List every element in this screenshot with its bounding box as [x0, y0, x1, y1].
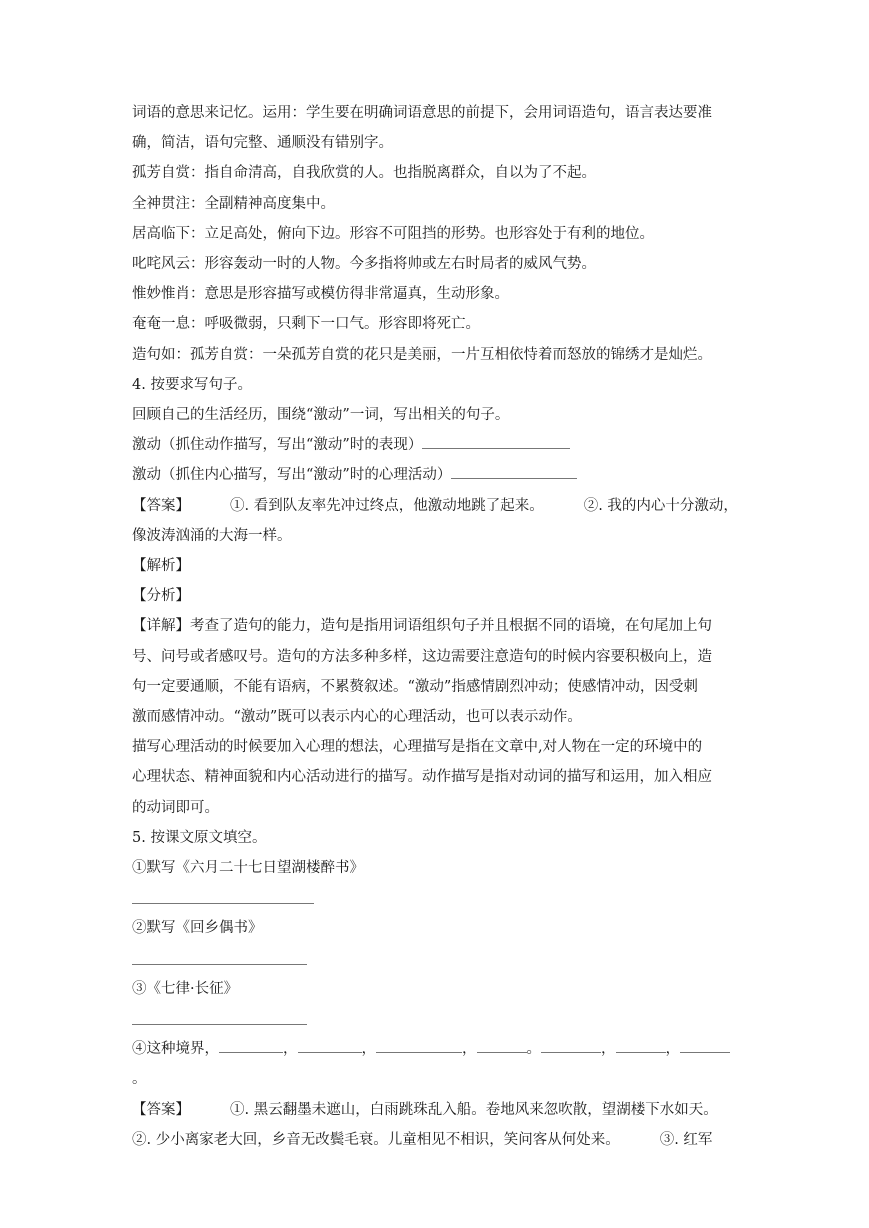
punct: ，	[283, 1041, 298, 1058]
answer-blank	[680, 1038, 730, 1053]
answer-line	[132, 944, 740, 974]
question-5-item-3: ③《七律·长征》	[132, 980, 239, 997]
punct: 。	[132, 1071, 147, 1088]
question-4-prompt: 回顾自己的生活经历，围绕“激动”一词，写出相关的句子。	[132, 407, 510, 424]
item-label: 激动（抓住动作描写，写出“激动”时的表现）	[132, 437, 423, 454]
question-4-item-1	[132, 430, 740, 460]
answer-part-2: ②. 我的内心十分激动，	[583, 497, 738, 514]
analysis-tag: 【解析】	[132, 558, 190, 575]
punct: ，	[665, 1041, 680, 1058]
definition-jugaolinxia: 居高临下：立足高处，俯向下边。形容不可阻挡的形势。也形容处于有利的地位。	[132, 225, 654, 242]
analysis-subtag: 【分析】	[132, 588, 190, 605]
answer-blank	[376, 1038, 462, 1053]
definition-chizhafengyun: 叱咤风云：形容轰动一时的人物。今多指将帅或左右时局者的威风气势。	[132, 256, 596, 273]
answer-blank	[422, 434, 570, 449]
answer-blank	[219, 1038, 283, 1053]
answer-blank	[451, 464, 577, 479]
text-line: 确，简洁，语句完整、通顺没有错别字。	[132, 135, 393, 152]
answer-4	[132, 491, 740, 521]
question-5-item-2: ②默写《回乡偶书》	[132, 920, 263, 937]
answer-blank	[477, 1038, 527, 1053]
answer-5-cont	[132, 1125, 740, 1155]
answer-part-1: ①. 黑云翻墨未遮山，白雨跳珠乱入船。卷地风来忽吹散，望湖楼下水如天。	[230, 1101, 718, 1118]
definition-yanyanyixi: 奄奄一息：呼吸微弱，只剩下一口气。形容即将死亡。	[132, 316, 480, 333]
example-sentence: 造句如：孤芳自赏：一朵孤芳自赏的花只是美丽，一片互相依恃着而怒放的锦绣才是灿烂。	[132, 346, 712, 363]
explanation-line: 号、问号或者感叹号。造句的方法多种多样，这边需要注意造句的时候内容要积极向上，造	[132, 648, 712, 665]
question-4-title: 4. 按要求写句子。	[132, 376, 252, 393]
answer-part-3: ③. 红军	[659, 1131, 713, 1148]
answer-line	[132, 1004, 740, 1034]
question-4-item-2	[132, 460, 740, 490]
answer-4-cont: 像波涛汹涌的大海一样。	[132, 527, 292, 544]
explanation-line: 激而感情冲动。“激动”既可以表示内心的心理活动，也可以表示动作。	[132, 709, 582, 726]
definition-weimiaoweixiao: 惟妙惟肖：意思是形容描写或模仿得非常逼真，生动形象。	[132, 286, 509, 303]
question-5-item-1: ①默写《六月二十七日望湖楼醉书》	[132, 860, 364, 877]
punct: ，	[361, 1041, 376, 1058]
definition-gufangzishang: 孤芳自赏：指自命清高，自我欣赏的人。也指脱离群众，自以为了不起。	[132, 165, 596, 182]
answer-tag: 【答案】	[132, 497, 190, 514]
answer-blank	[298, 1038, 362, 1053]
explanation-line: 的动词即可。	[132, 799, 219, 816]
question-5-title: 5. 按课文原文填空。	[132, 829, 267, 846]
punct: ，	[601, 1041, 616, 1058]
explanation-line: 【详解】考查了造句的能力，造句是指用词语组织句子并且根据不同的语境，在句尾加上句	[132, 618, 712, 635]
explanation-line: 心理状态、精神面貌和内心活动进行的描写。动作描写是指对动词的描写和运用，加入相应	[132, 769, 712, 786]
answer-blank	[541, 1038, 601, 1053]
text-line: 词语的意思来记忆。运用：学生要在明确词语意思的前提下，会用词语造句，语言表达要准	[132, 105, 712, 121]
punct: ，	[462, 1041, 477, 1058]
answer-5	[132, 1095, 740, 1125]
explanation-line: 描写心理活动的时候要加入心理的想法，心理描写是指在文章中,对人物在一定的环境中的	[132, 739, 703, 756]
document-body	[132, 98, 740, 1155]
item-label: 激动（抓住内心描写，写出“激动”时的心理活动）	[132, 467, 452, 484]
answer-tag: 【答案】	[132, 1101, 190, 1118]
answer-part-2: ②. 少小离家老大回，乡音无改鬓毛衰。儿童相见不相识，笑问客从何处来。	[132, 1131, 620, 1148]
answer-line	[132, 883, 740, 913]
answer-blank	[616, 1038, 666, 1053]
definition-quanshenguanzhu: 全神贯注：全副精神高度集中。	[132, 195, 335, 212]
question-5-item-4	[132, 1034, 740, 1094]
item-label: ④这种境界，	[132, 1041, 219, 1058]
punct: 。	[526, 1041, 541, 1058]
answer-part-1: ①. 看到队友率先冲过终点，他激动地跳了起来。	[230, 497, 544, 514]
explanation-line: 句一定要通顺，不能有语病，不累赘叙述。“激动”指感情剧烈冲动；使感情冲动，因受刺	[132, 678, 698, 695]
